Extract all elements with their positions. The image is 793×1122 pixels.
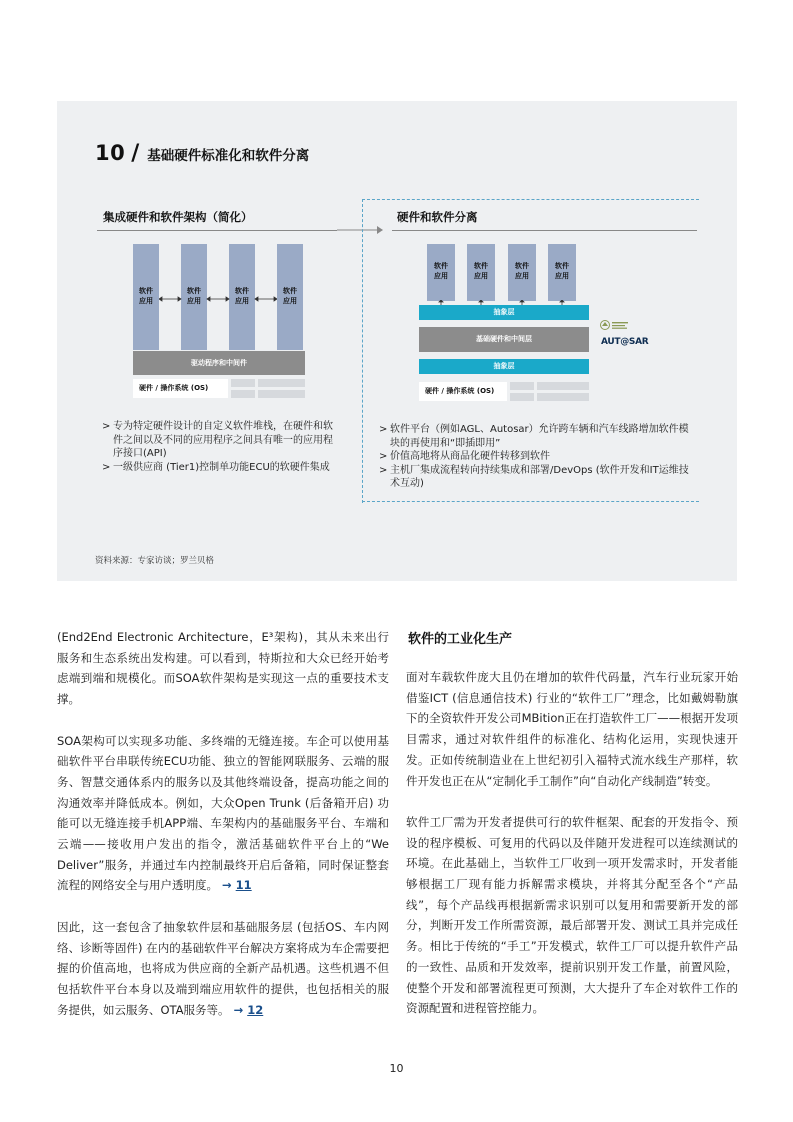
right-paragraph-1: 面对车载软件庞大且仍在增加的软件代码量，汽车行业玩家开始借鉴ICT (信息通信技术) 行业的“软件工厂”理念，比如戴姆勒旗下的全资软件开发公司MBition正在打造软件工厂——根据开发项目需求，通过对软件组件的标准化、结构化运用，实现快速开发。正如传统制造业在上世纪初引入福特式流水线生产那样，软件开发也正在从“定制化手工制作”向“自动化产线制造”转变。 [406,670,738,788]
left-text-column [57,627,389,1041]
right-paragraph-2: 软件工厂需为开发者提供可行的软件框架、配套的开发指令、预设的程序模板、可复用的代码以及伴随开发进程可以连续测试的环境。在此基础上，当软件工厂收到一项开发需求时，开发者能够根据工厂现有能力拆解需求模块，并将其分配至各个“产品线”，每个产品线再根据新需求识别可以复用和需要新开发的部分，判断开发工作所需资源，最后部署开发、测试工具并完成任务。相比于传统的“手工”开发模式，软件工厂可以提升软件产品的一致性、品质和开发效率，提前识别开发工作量，前置风险，使整个开发和部署流程更可预测，大大提升了车企对软件工作的资源配置和进程管控能力。 [406,814,738,1016]
right-app-4 [548,244,576,301]
left-ghost-hw-1 [231,379,255,387]
right-app-1-label1: 软件 [434,262,448,270]
right-app-3-label2: 应用 [515,272,529,280]
right-hardware-box: 硬件 / 操作系统 (OS) [419,382,507,401]
left-hardware-box: 硬件 / 操作系统 (OS) [133,379,228,398]
figure-source: 资料来源：专家访谈；罗兰贝格 [95,556,215,566]
left-panel-rule [97,230,337,231]
right-app-2 [467,244,495,301]
left-app-2-label1: 软件 [187,287,201,295]
right-bullet-list [379,423,695,491]
reference-arrow-icon: → [233,1002,244,1017]
right-abstraction-bottom-bar: 抽象层 [419,359,589,374]
reference-arrow-icon: → [222,878,232,893]
right-app-3 [508,244,536,301]
right-panel-rule [392,230,697,231]
left-middleware-bar: 驱动程序和中间件 [133,351,305,375]
right-app-2-label1: 软件 [474,262,488,270]
right-middleware-bar: 基础硬件和中间层 [419,327,589,352]
right-ghost-hw-3 [510,393,534,401]
figure-name: 基础硬件标准化和软件分离 [147,148,310,164]
left-connector-arrows-icon [159,295,277,303]
right-app-4-label1: 软件 [555,262,569,270]
figure-number: 10 [95,141,126,165]
right-bullet-1: > 软件平台（例如AGL、Autosar）允许跨车辆和汽车线路增加软件模块的再使用和“即插即用” [379,423,695,450]
left-panel-title: 集成硬件和软件架构（简化） [103,210,253,224]
left-app-1-label2: 应用 [139,297,153,305]
reference-number-11: 11 [235,878,252,893]
right-app-4-label2: 应用 [555,272,569,280]
left-app-3-label1: 软件 [235,287,249,295]
right-panel-bottom-border [362,501,699,502]
left-app-3-label2: 应用 [235,297,249,305]
right-panel-title: 硬件和软件分离 [397,210,478,224]
reference-number-12: 12 [247,1002,264,1017]
left-app-1 [133,244,159,350]
right-text-column [406,667,738,1040]
page-number: 10 [389,1062,404,1075]
left-ghost-hw-3 [231,390,255,398]
autosar-logo: AUT@SAR [601,337,649,347]
left-paragraph-1: (End2End Electronic Architecture，E³架构)，其从未来出行服务和生态系统出发构建。可以看到，特斯拉和大众已经开始考虑端到端和规模化。而SOA软件架构是实现这一点的重要技术支撑。 [57,630,389,707]
right-app-3-label1: 软件 [515,262,529,270]
right-app-1 [427,244,455,301]
left-ghost-hw-4 [258,390,305,398]
left-ghost-hw-2 [258,379,305,387]
left-app-4-label2: 应用 [283,297,297,305]
left-app-1-label1: 软件 [139,287,153,295]
figure-title [95,141,309,166]
right-abstraction-top-bar: 抽象层 [419,305,589,320]
automotive-grade-linux-logo-icon [599,319,629,331]
left-paragraph-3-text: 因此，这一套包含了抽象软件层和基础服务层 (包括OS、车内网络、诊断等固件) 在内的基础软件平台解决方案将成为车企需要把握的价值高地，也将成为供应商的全新产品机遇。这些机遇不但包括软件平台本身以及端到端应用软件的提供，也包括相关的服务提供，如云服务、OTA服务等。 [57,919,389,1017]
right-app-1-label2: 应用 [434,272,448,280]
right-bullet-3: > 主机厂集成流程转向持续集成和部署/DevOps (软件开发和IT运维技术互动) [379,464,695,491]
reference-link-12[interactable] [230,1003,264,1017]
figure-slash: / [131,141,140,166]
reference-link-11[interactable] [218,878,252,892]
left-paragraph-2-text: SOA架构可以实现多功能、多终端的无缝连接。车企可以使用基础软件平台串联传统ECU功能、独立的智能网联服务、云端的服务、智慧交通体系内的服务以及其他终端设备，提高功能之间的沟通效率并降低成本。例如，大众Open Trunk (后备箱开启) 功能可以无缝连接手机APP端、车架构内的基础服务平台、车端和云端——接收用户发出的指令，激活基础软件平台上的“We Deliver”服务，并通过车内控制最终开启后备箱，同时保证整套流程的网络安全与用户透明度。 [57,733,389,893]
right-ghost-hw-2 [537,382,589,390]
left-paragraph-2 [57,731,389,897]
right-ghost-hw-1 [510,382,534,390]
left-bullet-2: > 一级供应商 (Tier1)控制单功能ECU的软硬件集成 [102,461,334,475]
section-title: 软件的工业化生产 [408,632,513,647]
right-ghost-hw-4 [537,393,589,401]
left-bullet-1: > 专为特定硬件设计的自定义软件堆栈，在硬件和软件之间以及不同的应用程序之间具有唯一的应用程序接口(API) [102,420,334,461]
left-bullet-list [102,420,334,474]
figure-panel [57,101,737,581]
right-bullet-2: > 价值高地将从商品化硬件转移到软件 [379,450,695,464]
left-paragraph-3 [57,917,389,1021]
right-app-2-label2: 应用 [474,272,488,280]
left-app-4 [277,244,303,350]
left-app-4-label1: 软件 [283,287,297,295]
left-app-2-label2: 应用 [187,297,201,305]
